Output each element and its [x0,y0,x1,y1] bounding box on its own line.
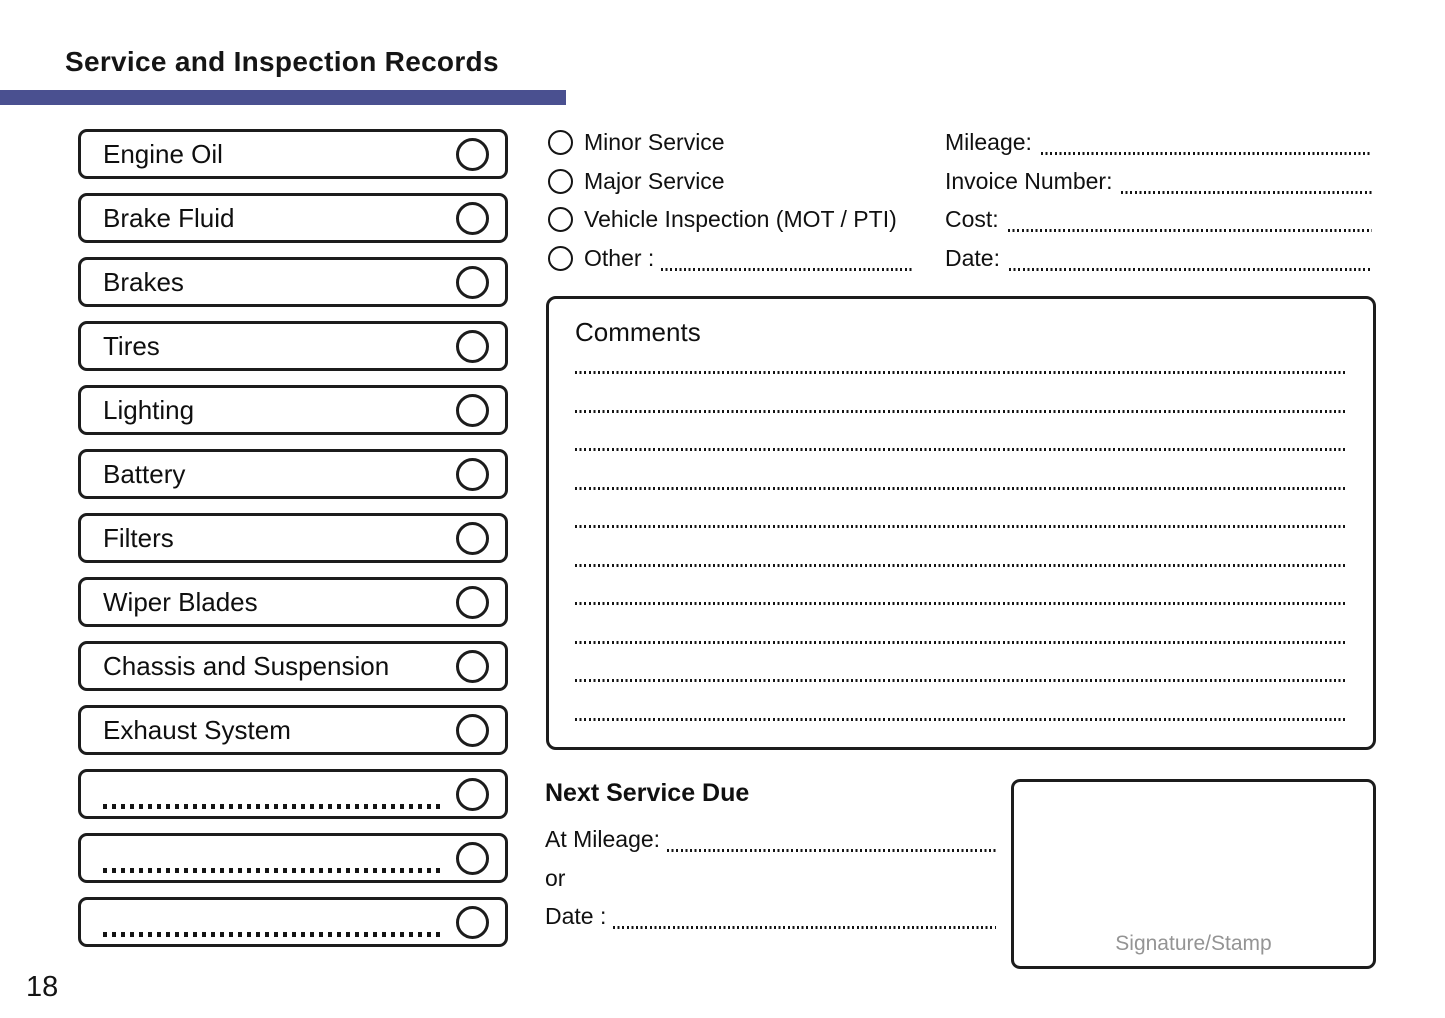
next-service-or [545,862,996,895]
checklist-item-label: Battery [103,458,186,489]
comments-label: Comments [575,317,701,347]
checkbox-circle-icon [456,842,489,875]
at-mileage-label: At Mileage: [545,826,661,852]
option-label: Vehicle Inspection (MOT / PTI) [584,206,897,233]
field-label: Cost: [945,206,999,233]
checklist-item-brakes [78,257,508,307]
checklist-item-lighting [78,385,508,435]
radio-circle-icon [548,246,573,271]
radio-circle-icon [548,169,573,194]
checklist-item-tires [78,321,508,371]
checkbox-circle-icon [456,778,489,811]
field-cost [945,203,1372,236]
option-vehicle-inspection [548,203,914,236]
radio-circle-icon [548,130,573,155]
checkbox-circle-icon [456,330,489,363]
radio-circle-icon [548,207,573,232]
date-dotted-line [613,926,996,929]
checkbox-circle-icon [456,906,489,939]
or-label: or [545,864,566,891]
field-invoice-number [945,165,1372,198]
field-dotted-line [1008,229,1372,232]
option-label: Major Service [584,167,725,194]
inspection-checklist [78,129,508,947]
signature-stamp-box [1011,779,1376,969]
checklist-item-label: Filters [103,522,174,553]
field-label: Mileage: [945,129,1032,155]
title-accent-bar [0,90,566,105]
page-title: Service and Inspection Records [65,46,499,77]
comment-dotted-line [575,602,1346,605]
comment-dotted-line [575,487,1346,490]
checkbox-circle-icon [456,266,489,299]
next-service-heading: Next Service Due [545,779,750,807]
checkbox-circle-icon [456,650,489,683]
comment-dotted-line [575,371,1346,374]
checklist-item-label: Brake Fluid [103,202,235,233]
comment-dotted-line [575,718,1346,721]
signature-stamp-label: Signature/Stamp [1115,932,1272,955]
checkbox-circle-icon [456,458,489,491]
checklist-item-chassis-suspension [78,641,508,691]
checklist-item-label: Tires [103,330,160,361]
checklist-item-battery [78,449,508,499]
checkbox-circle-icon [456,522,489,555]
blank-dotted-line [103,804,442,809]
checklist-item-wiper-blades [78,577,508,627]
blank-dotted-line [103,868,442,873]
field-date [945,242,1372,275]
option-label: Minor Service [584,129,725,155]
field-dotted-line [1121,191,1372,194]
comment-dotted-line [575,410,1346,413]
next-service-section [545,779,996,939]
field-dotted-line [1009,268,1372,271]
record-fields [945,126,1372,275]
other-dotted-line [661,268,914,271]
option-label: Other : [584,245,655,272]
comments-lines [575,371,1346,756]
checklist-item-label: Engine Oil [103,138,223,169]
checkbox-circle-icon [456,394,489,427]
service-type-options [548,126,914,275]
checklist-item-label: Wiper Blades [103,586,258,617]
checkbox-circle-icon [456,202,489,235]
blank-dotted-line [103,932,442,937]
checklist-item-label: Lighting [103,394,195,425]
comments-box [546,296,1376,750]
checklist-item-label: Chassis and Suspension [103,650,390,681]
field-mileage [945,126,1372,159]
checklist-item-blank [78,833,508,883]
comment-dotted-line [575,448,1346,451]
date-label: Date : [545,903,607,929]
comment-dotted-line [575,641,1346,644]
checkbox-circle-icon [456,586,489,619]
option-other [548,242,914,275]
checklist-item-blank [78,769,508,819]
next-service-at-mileage [545,823,996,856]
comment-dotted-line [575,525,1346,528]
checklist-item-label: Exhaust System [103,714,291,745]
field-label: Invoice Number: [945,167,1113,194]
checklist-item-label: Brakes [103,266,184,297]
page-number: 18 [26,971,59,1003]
checklist-item-filters [78,513,508,563]
checklist-item-exhaust-system [78,705,508,755]
field-dotted-line [1041,152,1372,155]
at-mileage-dotted-line [667,849,996,852]
comment-dotted-line [575,679,1346,682]
checklist-item-engine-oil [78,129,508,179]
comment-dotted-line [575,564,1346,567]
field-label: Date: [945,245,1000,272]
checkbox-circle-icon [456,138,489,171]
option-major-service [548,165,914,198]
checkbox-circle-icon [456,714,489,747]
checklist-item-blank [78,897,508,947]
checklist-item-brake-fluid [78,193,508,243]
next-service-date [545,900,996,933]
option-minor-service [548,126,914,159]
